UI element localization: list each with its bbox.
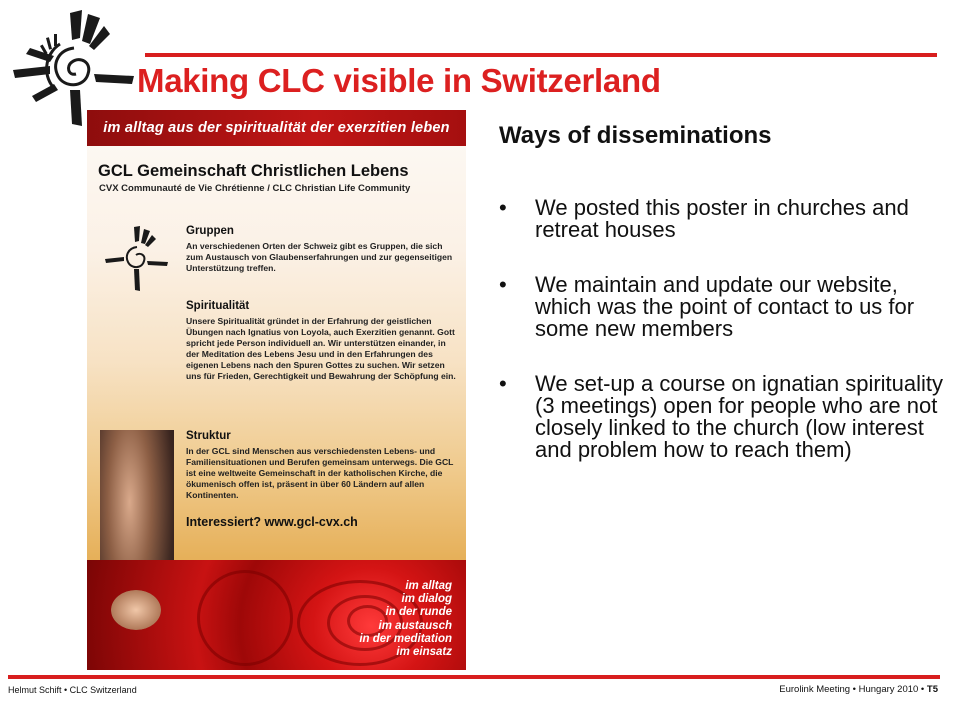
bullet-item [499,197,949,241]
footer-author: Helmut Schift • CLC Switzerland [8,685,137,695]
slide-title: Making CLC visible in Switzerland [137,62,661,99]
section-title-struktur: Struktur [186,430,231,442]
rose-line: in der meditation [359,632,452,645]
rose-line: im dialog [401,593,452,606]
poster-subheadline: CVX Communauté de Vie Chrétienne / CLC Christian Life Community [99,183,411,194]
bullet-text: We set-up a course on ignatian spirituality (3 meetings) open for people who are not closely linked to the church (low interest and problem how to reach them) [535,371,944,462]
section-body-gruppen: An verschiedenen Orten der Schweiz gibt es Gruppen, die sich zum Austausch von Glaubenserfahrungen und zur gegenseitigen Unterstützung treffen. [186,241,453,273]
bullet-list [499,197,949,494]
clc-logo-icon [104,225,170,295]
rose-line: im austausch [378,619,452,632]
bullet-icon: • [499,272,507,297]
footer-slide-code: T5 [926,684,938,695]
poster-image [87,110,466,670]
poster-banner: im alltag aus der spiritualität der exerzitien leben [87,110,466,146]
section-body-spiritualitaet: Unsere Spiritualität gründet in der Erfahrung der geistlichen Übungen nach Ignatius von Loyola, auch Exerzitien genannt. Gott spricht jede Person individuell an. Wir unterstützen einander, in der Meditation des Lebens Jesu und in den Erfahrungen des eigenen Lebens nach den Spuren Gottes zu suchen. Wir setzen uns für Frieden, Gerechtigkeit und Bewahrung der Schöpfung ein. [186,316,456,381]
title-divider [145,53,937,57]
footer-divider [8,675,940,679]
footer-event [779,684,938,695]
rose-line: im alltag [405,580,452,592]
poster-headline: GCL Gemeinschaft Christlichen Lebens [98,162,409,180]
bullet-item [499,373,949,461]
section-title-gruppen: Gruppen [186,225,234,237]
bullet-icon: • [499,195,507,220]
poster-website-cta: Interessiert? www.gcl-cvx.ch [186,515,358,529]
rose-line: in der runde [385,606,452,619]
section-title-spiritualitaet: Spiritualität [186,300,250,312]
rose-line: im einsatz [396,646,452,659]
rose-text-block [359,580,452,659]
bullet-icon: • [499,371,507,396]
footer-event-text: Eurolink Meeting • Hungary 2010 • [779,684,927,695]
section-heading: Ways of disseminations [499,122,772,149]
bullet-item [499,274,949,340]
bullet-text: We posted this poster in churches and retreat houses [535,195,909,242]
bullet-text: We maintain and update our website, which was the point of contact to us for some new members [535,272,915,341]
section-body-struktur: In der GCL sind Menschen aus verschiedensten Lebens- und Familiensituationen und Berufen gemeinsam unterwegs. Die GCL ist eine weltweite Gemeinschaft in der katholischen Kirche, die ökumenisch offen ist, präsent in über 60 Ländern auf allen Kontinenten. [186,446,454,500]
person-face [111,590,161,630]
